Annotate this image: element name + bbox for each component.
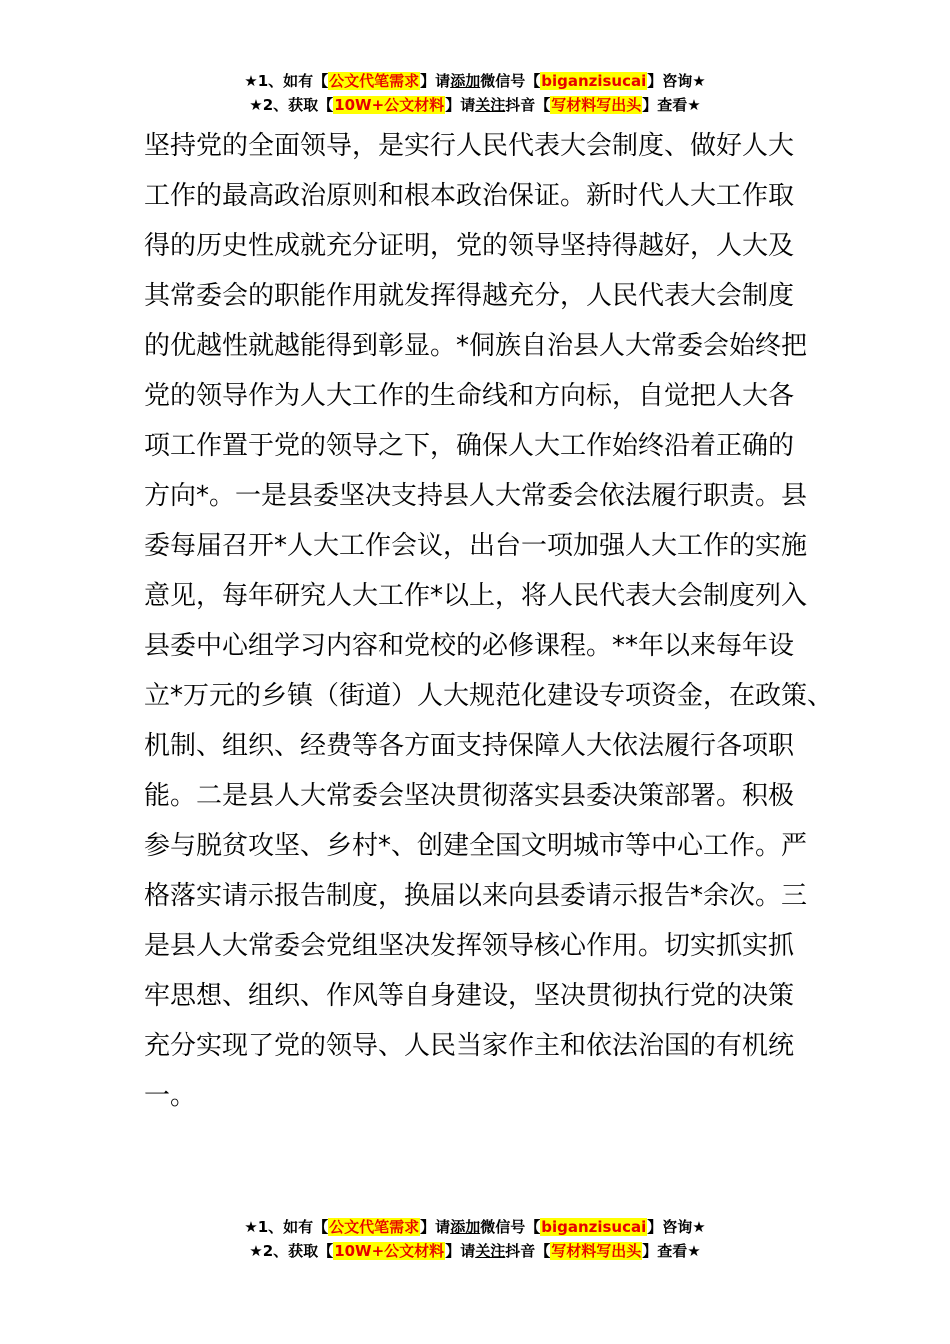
- banner-text: 】咨询★: [647, 72, 706, 90]
- banner-text: 】查看★: [642, 96, 701, 114]
- body-line: 是县人大常委会党组坚决发挥领导核心作用。切实抓实抓: [144, 931, 795, 961]
- banner-text: 】查看★: [642, 1242, 701, 1260]
- body-line: 格落实请示报告制度，换届以来向县委请示报告*余次。三: [144, 881, 808, 911]
- body-line: 得的历史性成就充分证明，党的领导坚持得越好，人大及: [144, 231, 795, 261]
- banner-text: ★1、如有【: [244, 72, 329, 90]
- body-line: 县委中心组学习内容和党校的必修课程。**年以来每年设: [144, 631, 795, 661]
- banner-text: 】请: [420, 1218, 451, 1236]
- highlight-text: 公文代笔需求: [329, 1218, 420, 1236]
- highlight-text: 公文代笔需求: [329, 72, 420, 90]
- body-line: 立*万元的乡镇（街道）人大规范化建设专项资金，在政策、: [144, 681, 834, 711]
- body-line: 委每届召开*人大工作会议，出台一项加强人大工作的实施: [144, 531, 808, 561]
- banner-text: 抖音【: [505, 96, 551, 114]
- body-line: 牢思想、组织、作风等自身建设，坚决贯彻执行党的决策: [144, 981, 795, 1011]
- body-line: 项工作置于党的领导之下，确保人大工作始终沿着正确的: [144, 431, 795, 461]
- body-line: 的优越性就越能得到彰显。*侗族自治县人大常委会始终把: [144, 331, 808, 361]
- banner-text: 】请: [445, 1242, 476, 1260]
- banner-text: ★1、如有【: [244, 1218, 329, 1236]
- body-line: 方向*。一是县委坚决支持县人大常委会依法履行职责。县: [144, 481, 808, 511]
- douyin-account: 写材料写出头: [551, 96, 642, 114]
- header-banner: [0, 70, 950, 118]
- banner-text: 】请: [445, 96, 476, 114]
- wechat-id: biganzisucai: [541, 72, 647, 90]
- body-line: 充分实现了党的领导、人民当家作主和依法治国的有机统: [144, 1031, 795, 1061]
- body-line: 机制、组织、经费等各方面支持保障人大依法履行各项职: [144, 731, 795, 761]
- body-line: 坚持党的全面领导，是实行人民代表大会制度、做好人大: [144, 131, 795, 161]
- banner-text: 抖音【: [505, 1242, 551, 1260]
- banner-text: 】咨询★: [647, 1218, 706, 1236]
- banner-line-2: [0, 94, 950, 118]
- body-line: 能。二是县人大常委会坚决贯彻落实县委决策部署。积极: [144, 781, 795, 811]
- douyin-account: 写材料写出头: [551, 1242, 642, 1260]
- banner-text: 微信号【: [480, 1218, 541, 1236]
- banner-line-1: [0, 1216, 950, 1240]
- body-line: 一。: [144, 1081, 197, 1111]
- highlight-text: 10W+公文材料: [334, 96, 445, 114]
- document-body: [144, 121, 834, 1121]
- body-line: 工作的最高政治原则和根本政治保证。新时代人大工作取: [144, 181, 795, 211]
- highlight-text: 10W+公文材料: [334, 1242, 445, 1260]
- underlined-text: 关注: [475, 1242, 506, 1260]
- banner-text: ★2、获取【: [249, 96, 334, 114]
- body-line: 参与脱贫攻坚、乡村*、创建全国文明城市等中心工作。严: [144, 831, 808, 861]
- underlined-text: 添加: [450, 1218, 481, 1236]
- banner-text: ★2、获取【: [249, 1242, 334, 1260]
- body-line: 意见，每年研究人大工作*以上，将人民代表大会制度列入: [144, 581, 808, 611]
- wechat-id: biganzisucai: [541, 1218, 647, 1236]
- banner-text: 微信号【: [480, 72, 541, 90]
- underlined-text: 添加: [450, 72, 481, 90]
- banner-line-1: [0, 70, 950, 94]
- banner-text: 】请: [420, 72, 451, 90]
- body-line: 其常委会的职能作用就发挥得越充分，人民代表大会制度: [144, 281, 795, 311]
- banner-line-2: [0, 1240, 950, 1264]
- underlined-text: 关注: [475, 96, 506, 114]
- body-line: 党的领导作为人大工作的生命线和方向标，自觉把人大各: [144, 381, 795, 411]
- footer-banner: [0, 1216, 950, 1264]
